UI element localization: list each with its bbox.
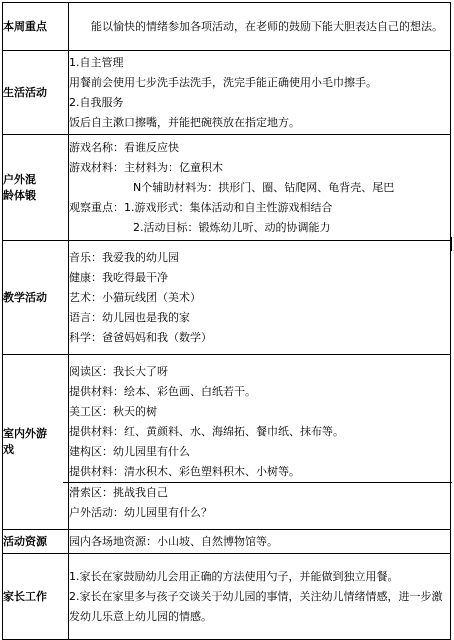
label-indoor-outdoor-games bbox=[3, 355, 69, 530]
life-line: 用餐前会使用七步洗手法洗手，洗完手能正确使用小毛巾擦手。 bbox=[69, 75, 377, 89]
outdoor-games-subcell bbox=[63, 482, 452, 523]
content-teaching bbox=[69, 241, 451, 355]
label-games-line1: 室内外游 bbox=[3, 427, 47, 440]
area-line: 建构区：幼儿园里有什么 bbox=[69, 444, 190, 458]
teaching-line: 语言：幼儿园也是我的家 bbox=[69, 310, 190, 324]
weekly-focus-text: 能以愉快的情绪参加各项活动，在老师的鼓励下能大胆表达自己的想法。 bbox=[91, 19, 443, 33]
area-line: 提供材料：绘本、彩色画、白纸若干。 bbox=[69, 384, 256, 398]
content-life-activities bbox=[69, 51, 451, 135]
area-line: 美工区：秋天的树 bbox=[69, 404, 157, 418]
area-line: 阅读区：我长大了呀 bbox=[69, 364, 168, 378]
content-parent-work bbox=[69, 554, 451, 640]
outdoor-game-line: 滑索区：挑战我自己 bbox=[69, 485, 168, 499]
label-resources: 活动资源 bbox=[3, 530, 69, 554]
area-line: 提供材料：红、黄颜料、水、海绵拓、餐巾纸、抹布等。 bbox=[69, 424, 344, 438]
area-line: 提供材料：清水积木、彩色塑料积木、小树等。 bbox=[69, 464, 300, 478]
row-resources bbox=[3, 530, 451, 554]
label-parent-work: 家长工作 bbox=[3, 554, 69, 640]
outdoor-game-line: 户外活动：幼儿园里有什么？ bbox=[69, 505, 212, 519]
observation-focus-1: 观察重点：1.游戏形式：集体活动和自主性游戏相结合 bbox=[69, 200, 333, 214]
life-line: 1.自主管理 bbox=[69, 55, 124, 69]
label-life-activities: 生活活动 bbox=[3, 51, 69, 135]
teaching-line: 艺术：小猫玩线团（美术） bbox=[69, 290, 201, 304]
teaching-line: 音乐：我爱我的幼儿园 bbox=[69, 250, 179, 264]
label-games-line2: 戏 bbox=[3, 443, 14, 456]
row-indoor-outdoor-games bbox=[3, 355, 451, 530]
aux-material: N个辅助材料为：拱形门、圈、钻爬网、龟背壳、尾巴 bbox=[133, 180, 395, 194]
label-weekly-focus: 本周重点 bbox=[3, 3, 69, 51]
game-name: 游戏名称：看谁反应快 bbox=[69, 140, 179, 154]
content-outdoor-exercise bbox=[69, 135, 451, 241]
label-teaching: 教学活动 bbox=[3, 241, 69, 355]
label-outdoor-exercise bbox=[3, 135, 69, 241]
resources-text: 园内各场地资源：小山坡、自然博物馆等。 bbox=[69, 534, 278, 548]
row-parent-work bbox=[3, 554, 451, 640]
observation-focus-2: 2.活动目标：锻炼幼儿听、动的协调能力 bbox=[133, 220, 331, 234]
life-line: 2.自我服务 bbox=[69, 95, 124, 109]
parent-item-2: 2.家长在家里多与孩子交谈关于幼儿园的事情，关注幼儿情绪情感，进一步激发幼儿乐意上幼儿园的情感。 bbox=[69, 589, 443, 623]
parent-item-1: 1.家长在家鼓励幼儿会用正确的方法使用勺子，并能做到独立用餐。 bbox=[69, 569, 399, 583]
row-life-activities bbox=[3, 51, 451, 135]
content-weekly-focus bbox=[69, 3, 451, 51]
label-outdoor-line1: 户外混 bbox=[3, 172, 36, 186]
content-indoor-outdoor-games bbox=[69, 355, 451, 530]
row-teaching bbox=[3, 241, 451, 355]
weekly-plan-table bbox=[2, 2, 451, 640]
text-cursor-mark bbox=[450, 237, 452, 251]
row-outdoor-exercise bbox=[3, 135, 451, 241]
content-resources bbox=[69, 530, 451, 554]
teaching-line: 科学：爸爸妈妈和我（数学） bbox=[69, 330, 212, 344]
game-material: 游戏材料：主材料为：亿童积木 bbox=[69, 160, 223, 174]
teaching-line: 健康：我吃得最干净 bbox=[69, 270, 168, 284]
label-outdoor-line2: 龄体锻 bbox=[3, 188, 36, 202]
life-line: 饭后自主漱口擦嘴，并能把碗筷放在指定地方。 bbox=[69, 115, 300, 129]
row-weekly-focus bbox=[3, 3, 451, 51]
